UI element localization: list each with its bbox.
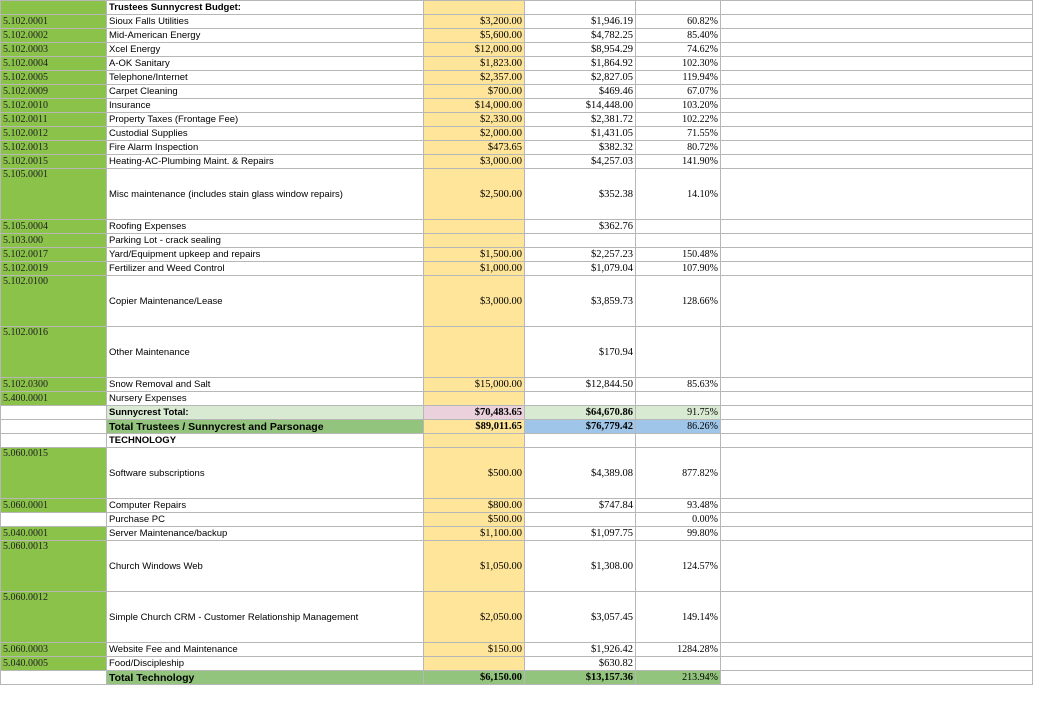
description-cell[interactable]: Server Maintenance/backup [107,527,424,541]
table-row [1,541,1033,592]
table-row [1,420,1033,434]
description-cell[interactable]: Sunnycrest Total: [107,406,424,420]
percent-cell[interactable]: 141.90% [636,155,721,169]
budget-cell[interactable]: $3,000.00 [424,276,525,327]
percent-cell[interactable]: 93.48% [636,499,721,513]
account-cell[interactable]: 5.060.0015 [1,448,107,499]
actual-cell[interactable]: $1,431.05 [525,127,636,141]
actual-cell[interactable]: $3,859.73 [525,276,636,327]
percent-cell[interactable]: 67.07% [636,85,721,99]
description-cell[interactable]: Website Fee and Maintenance [107,643,424,657]
budget-cell[interactable]: $3,200.00 [424,15,525,29]
actual-cell[interactable]: $4,257.03 [525,155,636,169]
actual-cell[interactable]: $352.38 [525,169,636,220]
table-row [1,327,1033,378]
table-row [1,434,1033,448]
budget-cell[interactable]: $500.00 [424,448,525,499]
table-row [1,499,1033,513]
empty-cell[interactable] [721,155,1033,169]
percent-cell[interactable]: 86.26% [636,420,721,434]
percent-cell[interactable] [636,220,721,234]
budget-cell[interactable]: $150.00 [424,643,525,657]
account-cell[interactable] [1,406,107,420]
percent-cell[interactable]: 14.10% [636,169,721,220]
table-row [1,169,1033,220]
budget-cell[interactable]: $2,050.00 [424,592,525,643]
account-cell[interactable] [1,420,107,434]
section-title[interactable]: Trustees Sunnycrest Budget: [107,1,424,15]
description-cell[interactable]: Heating-AC-Plumbing Maint. & Repairs [107,155,424,169]
account-cell[interactable]: 5.102.0015 [1,155,107,169]
description-cell[interactable]: Mid-American Energy [107,29,424,43]
empty-cell[interactable] [721,276,1033,327]
empty-cell[interactable] [721,127,1033,141]
budget-cell[interactable]: $3,000.00 [424,155,525,169]
empty-cell[interactable] [721,85,1033,99]
empty-cell[interactable] [721,99,1033,113]
percent-cell[interactable]: 124.57% [636,541,721,592]
empty-cell[interactable] [721,327,1033,378]
percent-cell[interactable] [636,657,721,671]
account-cell[interactable]: 5.102.0013 [1,141,107,155]
percent-cell[interactable]: 119.94% [636,71,721,85]
actual-cell[interactable]: $2,827.05 [525,71,636,85]
actual-cell[interactable]: $747.84 [525,499,636,513]
actual-cell[interactable]: $382.32 [525,141,636,155]
budget-cell[interactable]: $6,150.00 [424,671,525,685]
budget-cell[interactable] [424,392,525,406]
table-row [1,643,1033,657]
table-row [1,671,1033,685]
budget-cell[interactable]: $14,000.00 [424,99,525,113]
description-cell[interactable]: Sioux Falls Utilities [107,15,424,29]
actual-cell[interactable] [525,513,636,527]
budget-cell[interactable]: $700.00 [424,85,525,99]
percent-cell[interactable]: 102.30% [636,57,721,71]
budget-cell[interactable]: $2,330.00 [424,113,525,127]
budget-cell[interactable]: $2,500.00 [424,169,525,220]
account-cell[interactable]: 5.102.0100 [1,276,107,327]
actual-cell[interactable]: $170.94 [525,327,636,378]
percent-cell[interactable]: 213.94% [636,671,721,685]
actual-cell[interactable]: $1,864.92 [525,57,636,71]
budget-cell[interactable]: $89,011.65 [424,420,525,434]
percent-cell[interactable] [636,392,721,406]
empty-cell[interactable] [721,657,1033,671]
description-cell[interactable]: Roofing Expenses [107,220,424,234]
actual-cell[interactable] [525,1,636,15]
actual-cell[interactable]: $4,389.08 [525,448,636,499]
header-row [1,1,1033,15]
percent-cell[interactable]: 103.20% [636,99,721,113]
description-cell[interactable]: Other Maintenance [107,327,424,378]
description-cell[interactable]: Fire Alarm Inspection [107,141,424,155]
actual-cell[interactable]: $8,954.29 [525,43,636,57]
empty-cell[interactable] [721,378,1033,392]
percent-cell[interactable] [636,327,721,378]
description-cell[interactable]: Insurance [107,99,424,113]
actual-cell[interactable]: $1,926.42 [525,643,636,657]
empty-cell[interactable] [721,29,1033,43]
percent-cell[interactable]: 0.00% [636,513,721,527]
table-row [1,43,1033,57]
empty-cell[interactable] [721,248,1033,262]
description-cell[interactable]: Xcel Energy [107,43,424,57]
account-cell[interactable]: 5.102.0004 [1,57,107,71]
account-cell[interactable] [1,1,107,15]
actual-cell[interactable]: $1,079.04 [525,262,636,276]
empty-cell[interactable] [721,513,1033,527]
percent-cell[interactable]: 85.40% [636,29,721,43]
percent-cell[interactable]: 99.80% [636,527,721,541]
description-cell[interactable]: Simple Church CRM - Customer Relationship Management [107,592,424,643]
account-cell[interactable]: 5.102.0005 [1,71,107,85]
actual-cell[interactable]: $3,057.45 [525,592,636,643]
account-cell[interactable]: 5.102.0019 [1,262,107,276]
percent-cell[interactable]: 91.75% [636,406,721,420]
description-cell[interactable]: Carpet Cleaning [107,85,424,99]
table-row [1,113,1033,127]
actual-cell[interactable]: $2,257.23 [525,248,636,262]
table-row [1,406,1033,420]
empty-cell[interactable] [721,499,1033,513]
account-cell[interactable]: 5.102.0002 [1,29,107,43]
empty-cell[interactable] [721,1,1033,15]
table-row [1,57,1033,71]
account-cell[interactable]: 5.105.0004 [1,220,107,234]
account-cell[interactable]: 5.105.0001 [1,169,107,220]
empty-cell[interactable] [721,169,1033,220]
actual-cell[interactable] [525,392,636,406]
description-cell[interactable]: Property Taxes (Frontage Fee) [107,113,424,127]
empty-cell[interactable] [721,113,1033,127]
budget-cell[interactable]: $12,000.00 [424,43,525,57]
budget-cell[interactable]: $1,000.00 [424,262,525,276]
actual-cell[interactable]: $2,381.72 [525,113,636,127]
table-row [1,378,1033,392]
table-row [1,262,1033,276]
description-cell[interactable]: Fertilizer and Weed Control [107,262,424,276]
actual-cell[interactable]: $76,779.42 [525,420,636,434]
account-cell[interactable]: 5.102.0012 [1,127,107,141]
description-cell[interactable]: A-OK Sanitary [107,57,424,71]
description-cell[interactable]: Total Technology [107,671,424,685]
table-row [1,29,1033,43]
budget-cell[interactable]: $5,600.00 [424,29,525,43]
account-cell[interactable]: 5.102.0009 [1,85,107,99]
empty-cell[interactable] [721,643,1033,657]
budget-cell[interactable]: $473.65 [424,141,525,155]
budget-cell[interactable] [424,327,525,378]
actual-cell[interactable]: $12,844.50 [525,378,636,392]
budget-cell[interactable]: $70,483.65 [424,406,525,420]
empty-cell[interactable] [721,448,1033,499]
description-cell[interactable]: Computer Repairs [107,499,424,513]
budget-cell[interactable]: $1,823.00 [424,57,525,71]
empty-cell[interactable] [721,220,1033,234]
budget-cell[interactable] [424,434,525,448]
budget-cell[interactable] [424,1,525,15]
empty-cell[interactable] [721,57,1033,71]
empty-cell[interactable] [721,234,1033,248]
account-cell[interactable] [1,434,107,448]
actual-cell[interactable] [525,434,636,448]
percent-cell[interactable] [636,1,721,15]
description-cell[interactable]: Misc maintenance (includes stain glass window repairs) [107,169,424,220]
table-row [1,220,1033,234]
actual-cell[interactable]: $1,308.00 [525,541,636,592]
account-cell[interactable]: 5.102.0003 [1,43,107,57]
budget-cell[interactable]: $1,100.00 [424,527,525,541]
account-cell[interactable]: 5.102.0001 [1,15,107,29]
empty-cell[interactable] [721,141,1033,155]
table-row [1,448,1033,499]
table-row [1,99,1033,113]
description-cell[interactable]: Parking Lot - crack sealing [107,234,424,248]
empty-cell[interactable] [721,434,1033,448]
budget-cell[interactable] [424,220,525,234]
empty-cell[interactable] [721,671,1033,685]
percent-cell[interactable]: 107.90% [636,262,721,276]
table-row [1,71,1033,85]
description-cell[interactable]: Purchase PC [107,513,424,527]
table-row [1,527,1033,541]
empty-cell[interactable] [721,541,1033,592]
empty-cell[interactable] [721,15,1033,29]
actual-cell[interactable]: $362.76 [525,220,636,234]
percent-cell[interactable]: 74.62% [636,43,721,57]
percent-cell[interactable]: 1284.28% [636,643,721,657]
actual-cell[interactable]: $4,782.25 [525,29,636,43]
table-row [1,234,1033,248]
percent-cell[interactable]: 149.14% [636,592,721,643]
account-cell[interactable]: 5.060.0013 [1,541,107,592]
budget-cell[interactable] [424,657,525,671]
description-cell[interactable]: Total Trustees / Sunnycrest and Parsonage [107,420,424,434]
empty-cell[interactable] [721,406,1033,420]
table-row [1,657,1033,671]
account-cell[interactable]: 5.102.0300 [1,378,107,392]
account-cell[interactable]: 5.040.0005 [1,657,107,671]
actual-cell[interactable] [525,234,636,248]
table-row [1,155,1033,169]
description-cell[interactable]: Church Windows Web [107,541,424,592]
percent-cell[interactable]: 128.66% [636,276,721,327]
description-cell[interactable]: Copier Maintenance/Lease [107,276,424,327]
account-cell[interactable]: 5.060.0012 [1,592,107,643]
percent-cell[interactable]: 150.48% [636,248,721,262]
description-cell[interactable]: Custodial Supplies [107,127,424,141]
budget-cell[interactable]: $1,500.00 [424,248,525,262]
description-cell[interactable]: TECHNOLOGY [107,434,424,448]
actual-cell[interactable]: $13,157.36 [525,671,636,685]
actual-cell[interactable]: $64,670.86 [525,406,636,420]
table-row [1,276,1033,327]
budget-cell[interactable]: $2,357.00 [424,71,525,85]
description-cell[interactable]: Software subscriptions [107,448,424,499]
empty-cell[interactable] [721,71,1033,85]
account-cell[interactable]: 5.102.0011 [1,113,107,127]
description-cell[interactable]: Telephone/Internet [107,71,424,85]
budget-cell[interactable]: $800.00 [424,499,525,513]
table-row [1,85,1033,99]
percent-cell[interactable]: 85.63% [636,378,721,392]
table-row [1,392,1033,406]
empty-cell[interactable] [721,392,1033,406]
table-row [1,592,1033,643]
account-cell[interactable]: 5.060.0001 [1,499,107,513]
percent-cell[interactable]: 60.82% [636,15,721,29]
account-cell[interactable] [1,671,107,685]
table-row [1,15,1033,29]
table-row [1,141,1033,155]
actual-cell[interactable]: $630.82 [525,657,636,671]
empty-cell[interactable] [721,527,1033,541]
table-row [1,127,1033,141]
budget-cell[interactable]: $2,000.00 [424,127,525,141]
account-cell[interactable]: 5.102.0017 [1,248,107,262]
table-row [1,248,1033,262]
percent-cell[interactable] [636,234,721,248]
percent-cell[interactable] [636,434,721,448]
actual-cell[interactable]: $14,448.00 [525,99,636,113]
account-cell[interactable] [1,513,107,527]
table-row [1,513,1033,527]
percent-cell[interactable]: 102.22% [636,113,721,127]
description-cell[interactable]: Nursery Expenses [107,392,424,406]
empty-cell[interactable] [721,262,1033,276]
account-cell[interactable]: 5.400.0001 [1,392,107,406]
description-cell[interactable]: Food/Discipleship [107,657,424,671]
percent-cell[interactable]: 877.82% [636,448,721,499]
account-cell[interactable]: 5.103.000 [1,234,107,248]
account-cell[interactable]: 5.102.0016 [1,327,107,378]
description-cell[interactable]: Yard/Equipment upkeep and repairs [107,248,424,262]
budget-cell[interactable]: $1,050.00 [424,541,525,592]
empty-cell[interactable] [721,43,1033,57]
percent-cell[interactable]: 80.72% [636,141,721,155]
empty-cell[interactable] [721,420,1033,434]
actual-cell[interactable]: $469.46 [525,85,636,99]
budget-cell[interactable]: $500.00 [424,513,525,527]
actual-cell[interactable]: $1,946.19 [525,15,636,29]
account-cell[interactable]: 5.060.0003 [1,643,107,657]
account-cell[interactable]: 5.040.0001 [1,527,107,541]
account-cell[interactable]: 5.102.0010 [1,99,107,113]
budget-cell[interactable]: $15,000.00 [424,378,525,392]
actual-cell[interactable]: $1,097.75 [525,527,636,541]
percent-cell[interactable]: 71.55% [636,127,721,141]
description-cell[interactable]: Snow Removal and Salt [107,378,424,392]
budget-cell[interactable] [424,234,525,248]
empty-cell[interactable] [721,592,1033,643]
